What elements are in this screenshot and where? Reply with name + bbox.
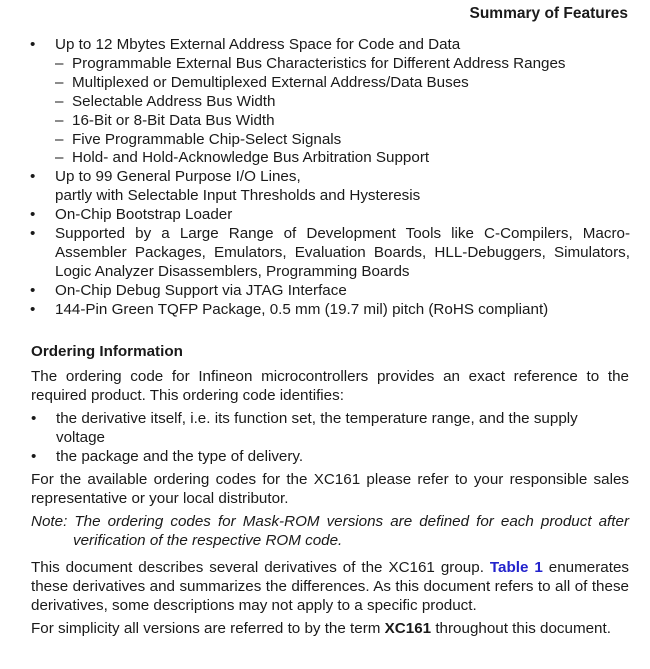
- feature-continuation: partly with Selectable Input Thresholds and Hysteresis: [55, 187, 421, 205]
- feature-item: [30, 36, 630, 55]
- feature-text: Up to 99 General Purpose I/O Lines,: [55, 168, 301, 186]
- subitem-text: Selectable Address Bus Width: [72, 92, 276, 110]
- ordering-bullet-text: the package and the type of delivery.: [56, 448, 304, 465]
- ordering-section: [31, 343, 629, 638]
- ordering-bullet: [31, 409, 629, 447]
- bullet-icon: •: [30, 206, 36, 224]
- dash-icon: –: [55, 111, 64, 129]
- dash-icon: –: [55, 130, 64, 148]
- feature-item: [30, 282, 630, 301]
- xc161-term: XC161: [384, 620, 432, 637]
- subitem-text: 16-Bit or 8-Bit Data Bus Width: [72, 111, 275, 129]
- derivatives-text: enumerates these derivatives and summarizes the differences. As this document refers to all of these derivatives, some descriptions may not apply to a specific product.: [31, 559, 629, 614]
- feature-text: 144-Pin Green TQFP Package, 0.5 mm (19.7 mil) pitch (RoHS compliant): [55, 300, 549, 318]
- bullet-icon: •: [30, 300, 36, 318]
- feature-text: On-Chip Debug Support via JTAG Interface: [55, 281, 347, 299]
- simplicity-paragraph: [31, 619, 629, 638]
- feature-subitem: [30, 112, 630, 131]
- bullet-icon: •: [31, 448, 37, 465]
- ordering-bullet: [31, 447, 629, 466]
- bullet-icon: •: [30, 168, 36, 186]
- feature-subitem: [30, 131, 630, 150]
- ordering-intro: The ordering code for Infineon microcontrollers provides an exact reference to the required product. This ordering code identifies:: [31, 368, 629, 404]
- dash-icon: –: [55, 92, 64, 110]
- page-header-title: Summary of Features: [469, 5, 628, 22]
- feature-item: [30, 206, 630, 225]
- ordering-heading: Ordering Information: [31, 343, 183, 360]
- simplicity-text: For simplicity all versions are referred to by the term: [31, 620, 385, 637]
- feature-item: [30, 225, 630, 282]
- feature-item: [30, 168, 630, 206]
- subitem-text: Multiplexed or Demultiplexed External Address/Data Buses: [72, 73, 469, 91]
- feature-subitem: [30, 55, 630, 74]
- ordering-bullet-text: the derivative itself, i.e. its function set, the temperature range, and the supply voltage: [56, 410, 578, 446]
- bullet-icon: •: [30, 281, 36, 299]
- derivatives-text: This document describes several derivatives of the XC161 group.: [31, 559, 490, 576]
- bullet-icon: •: [30, 36, 36, 53]
- feature-text: Supported by a Large Range of Development Tools like C-Compilers, Macro-Assembler Packages, Emulators, Evaluation Boards, HLL-Debuggers, Simulators, Logic Analyzer Disassemblers, Programming Boards: [55, 225, 630, 280]
- bullet-icon: •: [30, 225, 36, 243]
- subitem-text: Programmable External Bus Characteristics for Different Address Ranges: [72, 54, 566, 72]
- derivatives-paragraph: [31, 558, 629, 615]
- feature-text: Up to 12 Mbytes External Address Space for Code and Data: [55, 36, 461, 53]
- features-list: [30, 36, 630, 320]
- feature-subitem: [30, 74, 630, 93]
- feature-subitem: [30, 149, 630, 168]
- dash-icon: –: [55, 149, 64, 167]
- ordering-note: Note: The ordering codes for Mask-ROM versions are defined for each product after verification of the respective ROM code.: [31, 513, 629, 549]
- feature-text: On-Chip Bootstrap Loader: [55, 206, 233, 224]
- subitem-text: Five Programmable Chip-Select Signals: [72, 130, 342, 148]
- simplicity-text: throughout this document.: [431, 620, 611, 637]
- table-1-link[interactable]: Table 1: [489, 559, 543, 576]
- subitem-text: Hold- and Hold-Acknowledge Bus Arbitration Support: [72, 149, 430, 167]
- feature-item: [30, 301, 630, 320]
- ordering-availability: For the available ordering codes for the XC161 please refer to your responsible sales representative or your local distributor.: [31, 471, 629, 507]
- dash-icon: –: [55, 54, 64, 72]
- feature-subitem: [30, 93, 630, 112]
- dash-icon: –: [55, 73, 64, 91]
- bullet-icon: •: [31, 410, 37, 427]
